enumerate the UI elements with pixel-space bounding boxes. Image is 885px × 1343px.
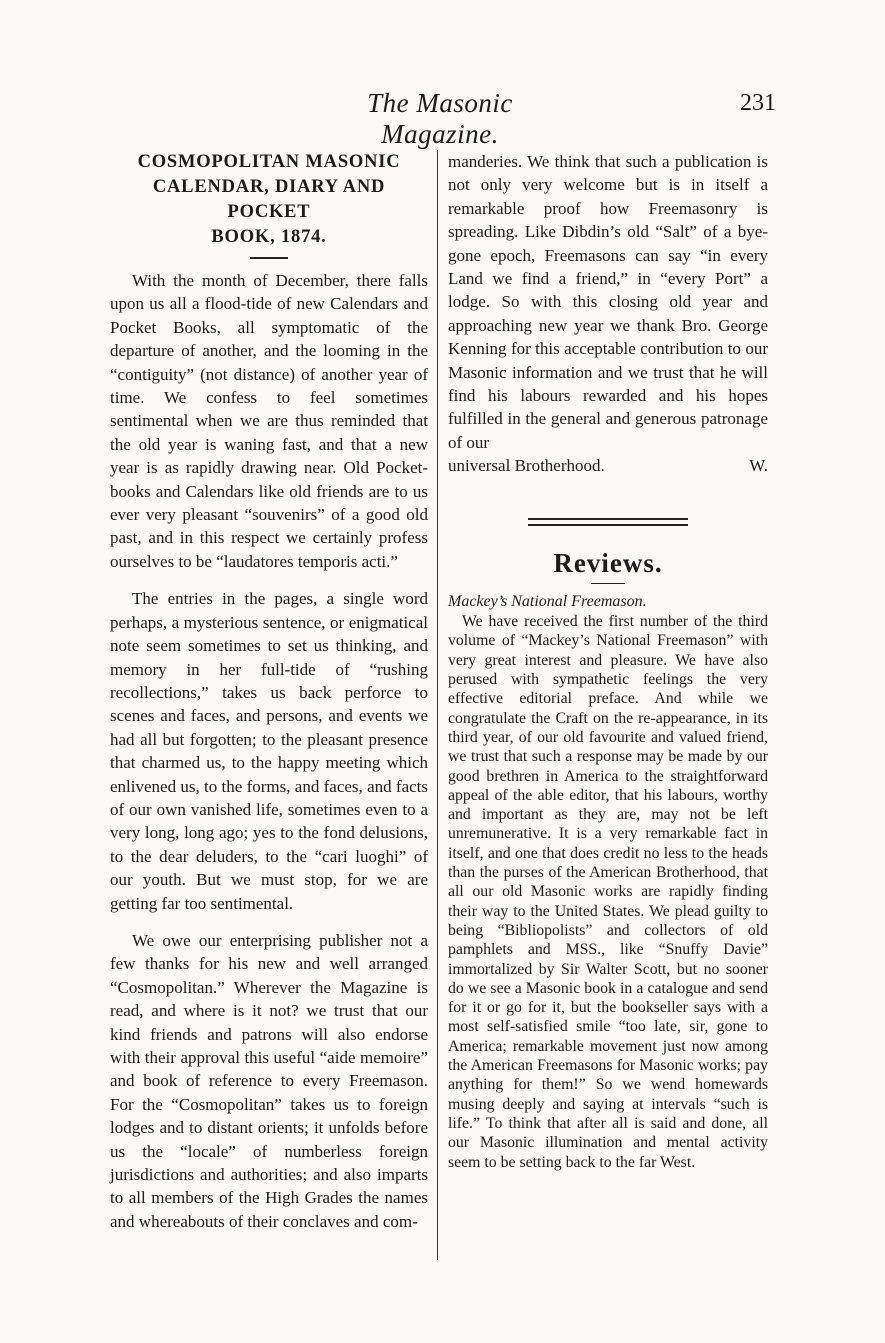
left-column	[110, 150, 428, 1233]
page-number: 231	[740, 90, 776, 116]
section-divider	[528, 518, 688, 526]
title-rule	[250, 257, 288, 259]
heading-rule	[591, 583, 625, 585]
section-heading: Reviews.	[553, 547, 663, 578]
article-title-line: BOOK, 1874.	[211, 227, 327, 247]
article-paragraph: The entries in the pages, a single word perhaps, a mysterious sentence, or enigmatical note seem sometimes to set us thinking, and memory in her full-tide of “rushing recollections,” takes us back perforce to scenes and faces, and persons, and events we had all but forgotten; to the pleasant presence that charmed us, to the happy meeting which enlivened us, to the forms, and faces, and facts of our own vanished life, sometimes even to a very long, long ago; yes to the fond delusions, to the dear deluders, to the “cari luoghi” of our youth. But we must stop, for we are getting far too sentimental.	[110, 589, 428, 913]
closing-text: universal Brotherhood.	[448, 456, 605, 476]
article-title-line: CALENDAR, DIARY AND POCKET	[152, 177, 386, 222]
article-paragraph: With the month of December, there falls upon us all a flood-tide of new Calendars and Pocket Books, all symptomatic of the departure of another, and the looming in the “contiguity” (not distance) of another year of time. We confess to feel sometimes sentimental when we are thus reminded that the old year is waning fast, and that a new year is as rapidly drawing near. Old Pocket-books and Calendars like old friends are to us ever very pleasant “souvenirs” of a good old past, and in this respect we certainly profess ourselves to be “laudatores temporis acti.”	[110, 271, 428, 571]
review-item-title: Mackey’s National Freemason.	[448, 593, 647, 611]
running-title: The Masonic Magazine.	[367, 88, 513, 149]
article-paragraph: We owe our enterprising publisher not a few thanks for his new and well arranged “Cosmopolitan.” Wherever the Magazine is read, and where is it not? we trust that our kind friends and patrons will also endorse with their approval this useful “aide memoire” and book of reference to every Freemason. For the “Cosmopolitan” takes us to foreign lodges and to distant orients; it unfolds before us the “locale” of numberless foreign jurisdictions and authorities; and also imparts to all members of the High Grades the names and whereabouts of their conclaves and com-	[110, 930, 428, 1231]
article-title-line: COSMOPOLITAN MASONIC	[137, 152, 401, 172]
review-body: We have received the first number of the third volume of “Mackey’s National Freemason” with very great interest and pleasure. We have also perused with sympathetic feelings the very effective editorial preface. And while we congratulate the Craft on the re-appearance, in its third year, of our old favourite and valued friend, we trust that such a response may be made by our good brethren in America to the straightforward appeal of the able editor, that his labours, worthy and important as they are, may not be left unremunerative. It is a very remarkable fact in itself, and one that does credit no less to the heads than the purses of the American Brotherhood, that all our old Masonic works are rapidly finding their way to the United States. We plead guilty to being “Bibliopolists” and collectors of old pamphlets and MSS., like “Snuffy Davie” immortalized by Sir Walter Scott, but no sooner do we see a Masonic book in a catalogue and send for it or go for it, but the bookseller says with a most self-satisfied smile “too late, sir, gone to America; remarkable movement just now among the American Freemasons for Masonic works; pay anything for them!” So we wend homewards musing deeply and saying at intervals “such is life.” To think that after all is said and done, all our Masonic illumination and mental activity seem to be setting back to the far West.	[448, 613, 768, 1171]
article-title	[110, 150, 428, 250]
right-column	[448, 150, 768, 1172]
author-signature: W.	[749, 456, 768, 476]
article-paragraph-continued: manderies. We think that such a publication is not only very welcome but is in itself a remarkable proof how Freemasonry is spreading. Like Dibdin’s old “Salt” of a bye-gone epoch, Freemasons can say “in every Land we find a friend,” in “every Port” a lodge. So with this closing old year and approaching new year we thank Bro. George Kenning for this acceptable contribution to our Masonic information and we trust that he will find his labours rewarded and his hopes fulfilled in the general and generous patronage of our	[448, 152, 768, 452]
article-closing-line	[448, 454, 768, 477]
column-divider	[437, 150, 438, 1260]
